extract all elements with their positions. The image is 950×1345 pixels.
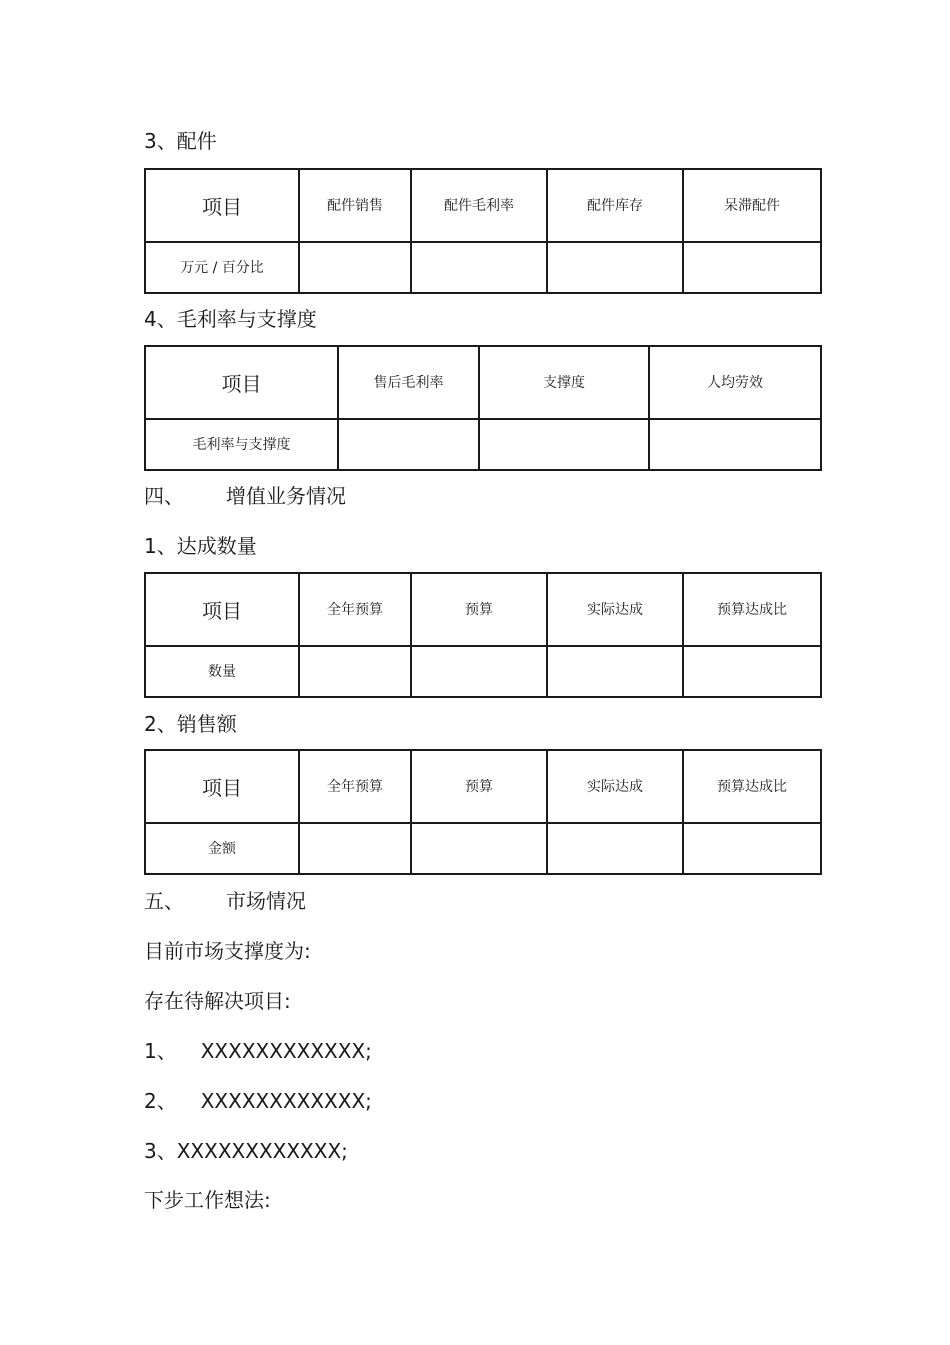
table-cell [299,646,411,697]
sales-table [144,749,822,875]
quantity-table [144,572,822,698]
table-cell [299,242,411,293]
table-cell [411,646,547,697]
table-cell: 实际达成 [547,750,683,823]
table-cell [683,823,821,874]
table-cell [683,242,821,293]
table-cell: 项目 [145,169,299,242]
parts-table [144,168,822,294]
table-cell: 预算达成比 [683,750,821,823]
list-text: XXXXXXXXXXXX; [176,1139,348,1163]
list-text: XXXXXXXXXXXX; [200,1089,372,1113]
table-header-row [145,169,821,242]
table-cell [547,242,683,293]
table-cell: 预算 [411,750,547,823]
table-cell: 金额 [145,823,299,874]
market-support-line: 目前市场支撑度为: [144,939,311,963]
table-cell: 数量 [145,646,299,697]
section-heading-margin-support: 4、毛利率与支撑度 [144,307,317,331]
table-cell [411,242,547,293]
pending-items-title: 存在待解决项目: [144,989,291,1013]
table-cell: 预算 [411,573,547,646]
list-number: 1、 [144,1039,177,1063]
table-cell [411,823,547,874]
table-cell: 项目 [145,346,338,419]
section-heading-parts: 3、配件 [144,129,217,153]
list-number: 2、 [144,1089,177,1113]
table-row [145,419,821,470]
table-cell: 毛利率与支撑度 [145,419,338,470]
table-cell: 项目 [145,573,299,646]
table-cell: 呆滞配件 [683,169,821,242]
list-item [144,1039,372,1063]
table-cell: 预算达成比 [683,573,821,646]
table-cell: 售后毛利率 [338,346,479,419]
list-item [144,1139,348,1163]
part-number: 五、 [144,889,184,913]
table-cell: 配件销售 [299,169,411,242]
table-header-row [145,750,821,823]
part-title: 市场情况 [226,889,306,913]
table-cell: 配件库存 [547,169,683,242]
section-heading-quantity: 1、达成数量 [144,534,257,558]
table-cell [479,419,649,470]
table-header-row [145,346,821,419]
table-cell: 万元 / 百分比 [145,242,299,293]
table-cell [338,419,479,470]
table-row [145,242,821,293]
table-cell [649,419,821,470]
part-four-heading [144,484,346,508]
table-cell: 人均劳效 [649,346,821,419]
part-five-heading [144,889,306,913]
table-cell [683,646,821,697]
section-heading-sales: 2、销售额 [144,712,237,736]
list-text: XXXXXXXXXXXX; [200,1039,372,1063]
table-header-row [145,573,821,646]
table-cell [299,823,411,874]
table-cell: 实际达成 [547,573,683,646]
table-cell: 全年预算 [299,750,411,823]
table-row [145,646,821,697]
table-row [145,823,821,874]
table-cell: 全年预算 [299,573,411,646]
part-number: 四、 [144,484,184,508]
table-cell [547,823,683,874]
table-cell: 配件毛利率 [411,169,547,242]
list-item [144,1089,372,1113]
next-steps-line: 下步工作想法: [144,1188,271,1212]
part-title: 增值业务情况 [226,484,346,508]
table-cell: 支撑度 [479,346,649,419]
table-cell [547,646,683,697]
list-number: 3、 [144,1139,177,1163]
table-cell: 项目 [145,750,299,823]
margin-support-table [144,345,822,471]
